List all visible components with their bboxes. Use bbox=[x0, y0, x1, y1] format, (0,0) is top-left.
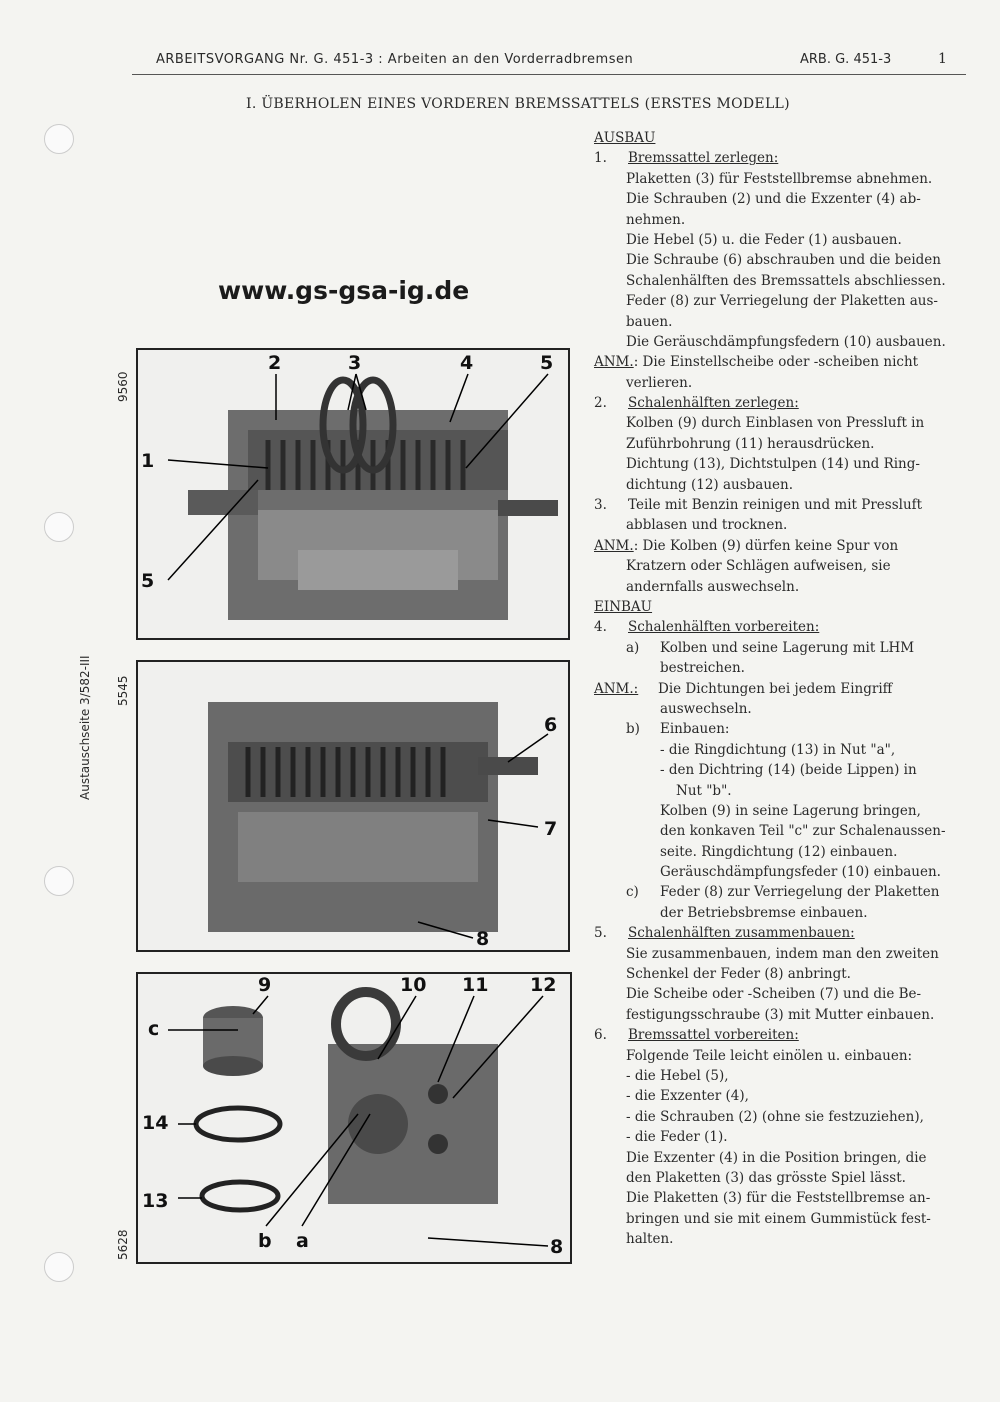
text-line bbox=[594, 1025, 974, 1045]
text-line bbox=[594, 1188, 974, 1208]
item-label: 1. bbox=[594, 150, 607, 167]
website-watermark[interactable]: www.gs-gsa-ig.de bbox=[218, 276, 470, 305]
item-label: ANM. bbox=[594, 537, 634, 554]
binder-hole bbox=[44, 866, 74, 896]
line-text: - den Dichtring (14) (beide Lippen) in bbox=[660, 762, 917, 779]
text-line bbox=[594, 536, 974, 556]
text-line bbox=[594, 189, 974, 209]
callout-a: a bbox=[296, 1230, 309, 1252]
document-reference: ARB. G. 451-3 bbox=[800, 52, 892, 67]
item-label: ANM. bbox=[594, 354, 634, 371]
line-text: Schenkel der Feder (8) anbringt. bbox=[626, 966, 851, 983]
text-line bbox=[594, 250, 974, 270]
line-text: Schalenhälften des Bremssattels abschliessen. bbox=[626, 272, 946, 289]
text-line bbox=[594, 332, 974, 352]
photo-reference: 9560 bbox=[116, 371, 130, 402]
callout-8: 8 bbox=[476, 928, 490, 950]
text-line bbox=[594, 128, 974, 148]
text-line bbox=[594, 882, 974, 902]
text-line bbox=[594, 1229, 974, 1249]
line-text: Geräuschdämpfungsfeder (10) einbauen. bbox=[660, 864, 941, 881]
line-text: - die Schrauben (2) (ohne sie festzuziehen), bbox=[626, 1108, 924, 1125]
line-text: abblasen und trocknen. bbox=[626, 517, 788, 534]
text-line bbox=[594, 373, 974, 393]
text-line bbox=[594, 169, 974, 189]
callout-11: 11 bbox=[462, 974, 489, 996]
callout-9: 9 bbox=[258, 974, 272, 996]
header-rule bbox=[132, 74, 966, 75]
text-line bbox=[594, 638, 974, 658]
text-line bbox=[594, 801, 974, 821]
text-line bbox=[594, 1005, 974, 1025]
text-line bbox=[594, 964, 974, 984]
text-line bbox=[594, 556, 974, 576]
line-text: Teile mit Benzin reinigen und mit Pressluft bbox=[628, 497, 923, 514]
text-line bbox=[594, 760, 974, 780]
line-text: Plaketten (3) für Feststellbremse abnehmen. bbox=[626, 170, 933, 187]
text-line bbox=[594, 434, 974, 454]
text-line bbox=[594, 617, 974, 637]
text-line bbox=[594, 312, 974, 332]
text-line bbox=[594, 1046, 974, 1066]
text-line bbox=[594, 1209, 974, 1229]
text-line bbox=[594, 1086, 974, 1106]
line-text: Folgende Teile leicht einölen u. einbauen: bbox=[626, 1047, 913, 1064]
side-label: Austauschseite 3/582-III bbox=[78, 655, 92, 800]
text-line bbox=[594, 679, 974, 699]
line-text: Die Geräuschdämpfungsfedern (10) ausbauen. bbox=[626, 333, 946, 350]
text-line bbox=[594, 903, 974, 923]
text-line bbox=[594, 1148, 974, 1168]
callout-10: 10 bbox=[400, 974, 427, 996]
item-label: 4. bbox=[594, 619, 607, 636]
line-text: verlieren. bbox=[626, 374, 693, 391]
caliper-photo-side bbox=[136, 660, 570, 952]
instructions-text bbox=[594, 128, 974, 1249]
callout-b: b bbox=[258, 1230, 272, 1252]
item-label: 5. bbox=[594, 925, 607, 942]
text-line bbox=[594, 740, 974, 760]
text-line bbox=[594, 475, 974, 495]
callout-3: 3 bbox=[348, 352, 362, 374]
line-text: auswechseln. bbox=[660, 700, 752, 717]
item-label: c) bbox=[626, 884, 639, 901]
text-line bbox=[594, 577, 974, 597]
line-text: Kolben und seine Lagerung mit LHM bbox=[660, 639, 915, 656]
photo-reference: 5628 bbox=[116, 1229, 130, 1260]
line-text: Kratzern oder Schlägen aufweisen, sie bbox=[626, 558, 891, 575]
line-text: Feder (8) zur Verriegelung der Plaketten bbox=[660, 884, 940, 901]
line-text: nehmen. bbox=[626, 211, 686, 228]
item-label: ANM.: bbox=[594, 680, 639, 697]
text-line bbox=[594, 291, 974, 311]
text-line bbox=[594, 597, 974, 617]
line-text: Schalenhälften zusammenbauen: bbox=[628, 925, 855, 942]
line-text: Dichtung (13), Dichtstulpen (14) und Ring- bbox=[626, 456, 920, 473]
line-text: Zuführbohrung (11) herausdrücken. bbox=[626, 435, 875, 452]
line-text: Die Exzenter (4) in die Position bringen, die bbox=[626, 1149, 927, 1166]
text-line bbox=[594, 413, 974, 433]
callout-12: 12 bbox=[530, 974, 557, 996]
line-text: bauen. bbox=[626, 313, 673, 330]
text-line bbox=[594, 862, 974, 882]
item-label: 6. bbox=[594, 1027, 607, 1044]
page-number: 1 bbox=[938, 51, 947, 67]
line-text: - die Ringdichtung (13) in Nut "a", bbox=[660, 741, 896, 758]
binder-hole bbox=[44, 512, 74, 542]
line-text: bringen und sie mit einem Gummistück fest- bbox=[626, 1210, 931, 1227]
caliper-photo-assembled bbox=[136, 348, 570, 640]
callout-14: 14 bbox=[142, 1112, 169, 1134]
callout-13: 13 bbox=[142, 1190, 169, 1212]
text-line bbox=[594, 393, 974, 413]
text-line bbox=[594, 658, 974, 678]
text-line bbox=[594, 923, 974, 943]
callout-5: 5 bbox=[141, 570, 155, 592]
text-line bbox=[594, 495, 974, 515]
line-text: - die Feder (1). bbox=[626, 1129, 728, 1146]
line-text: : Die Kolben (9) dürfen keine Spur von bbox=[633, 537, 899, 554]
line-text: Bremssattel zerlegen: bbox=[628, 150, 779, 167]
text-line bbox=[594, 699, 974, 719]
line-text: Die Schraube (6) abschrauben und die beiden bbox=[626, 252, 941, 269]
line-text: Bremssattel vorbereiten: bbox=[628, 1027, 799, 1044]
line-text: dichtung (12) ausbauen. bbox=[626, 476, 793, 493]
line-text: halten. bbox=[626, 1231, 674, 1248]
text-line bbox=[594, 1168, 974, 1188]
line-text: den konkaven Teil "c" zur Schalenaussen- bbox=[660, 823, 946, 840]
line-text: Schalenhälften vorbereiten: bbox=[628, 619, 820, 636]
line-text: Die Plaketten (3) für die Feststellbremse an- bbox=[626, 1190, 931, 1207]
line-text: Feder (8) zur Verriegelung der Plaketten aus- bbox=[626, 293, 938, 310]
line-text: : Die Einstellscheibe oder -scheiben nicht bbox=[633, 354, 919, 371]
line-text: festigungsschraube (3) mit Mutter einbauen. bbox=[626, 1006, 935, 1023]
line-text: der Betriebsbremse einbauen. bbox=[660, 904, 868, 921]
text-line bbox=[594, 1107, 974, 1127]
photo-reference: 5545 bbox=[116, 675, 130, 706]
text-line bbox=[594, 515, 974, 535]
callout-6: 6 bbox=[544, 714, 558, 736]
callout-1: 1 bbox=[141, 450, 155, 472]
binder-hole bbox=[44, 1252, 74, 1282]
callout-2: 2 bbox=[268, 352, 282, 374]
text-line bbox=[594, 352, 974, 372]
binder-hole bbox=[44, 124, 74, 154]
text-line bbox=[594, 210, 974, 230]
callout-8: 8 bbox=[550, 1236, 564, 1258]
text-line bbox=[594, 821, 974, 841]
line-text: AUSBAU bbox=[594, 130, 656, 146]
line-text: Die Hebel (5) u. die Feder (1) ausbauen. bbox=[626, 231, 902, 248]
text-line bbox=[594, 781, 974, 801]
caliper-photo-disassembled bbox=[136, 972, 572, 1264]
callout-7: 7 bbox=[544, 818, 558, 840]
line-text: bestreichen. bbox=[660, 660, 745, 677]
item-label: b) bbox=[626, 721, 640, 738]
text-line bbox=[594, 944, 974, 964]
line-text: Sie zusammenbauen, indem man den zweiten bbox=[626, 945, 939, 962]
callout-c: c bbox=[148, 1018, 160, 1040]
line-text: Die Dichtungen bei jedem Eingriff bbox=[658, 680, 893, 697]
line-text: Nut "b". bbox=[676, 782, 732, 799]
item-label: a) bbox=[626, 639, 640, 656]
text-line bbox=[594, 148, 974, 168]
item-label: 3. bbox=[594, 497, 607, 514]
running-header: ARBEITSVORGANG Nr. G. 451-3 : Arbeiten an den Vorderradbremsen bbox=[156, 52, 634, 67]
line-text: Die Schrauben (2) und die Exzenter (4) ab- bbox=[626, 191, 921, 208]
text-line bbox=[594, 230, 974, 250]
line-text: Die Scheibe oder -Scheiben (7) und die Be- bbox=[626, 986, 922, 1003]
text-line bbox=[594, 842, 974, 862]
line-text: Schalenhälften zerlegen: bbox=[628, 395, 799, 412]
text-line bbox=[594, 1127, 974, 1147]
line-text: EINBAU bbox=[594, 598, 653, 615]
line-text: - die Hebel (5), bbox=[626, 1067, 729, 1084]
item-label: 2. bbox=[594, 395, 607, 412]
line-text: seite. Ringdichtung (12) einbauen. bbox=[660, 843, 898, 860]
line-text: andernfalls auswechseln. bbox=[626, 578, 800, 595]
text-line bbox=[594, 719, 974, 739]
text-line bbox=[594, 454, 974, 474]
line-text: den Plaketten (3) das grösste Spiel lässt. bbox=[626, 1169, 906, 1186]
line-text: Einbauen: bbox=[660, 721, 730, 738]
line-text: - die Exzenter (4), bbox=[626, 1088, 749, 1105]
section-title: I. ÜBERHOLEN EINES VORDEREN BREMSSATTELS (ERSTES MODELL) bbox=[246, 96, 790, 112]
callout-4: 4 bbox=[460, 352, 474, 374]
line-text: Kolben (9) in seine Lagerung bringen, bbox=[660, 802, 921, 819]
callout-5: 5 bbox=[540, 352, 554, 374]
text-line bbox=[594, 271, 974, 291]
text-line bbox=[594, 1066, 974, 1086]
text-line bbox=[594, 984, 974, 1004]
line-text: Kolben (9) durch Einblasen von Pressluft in bbox=[626, 415, 925, 432]
